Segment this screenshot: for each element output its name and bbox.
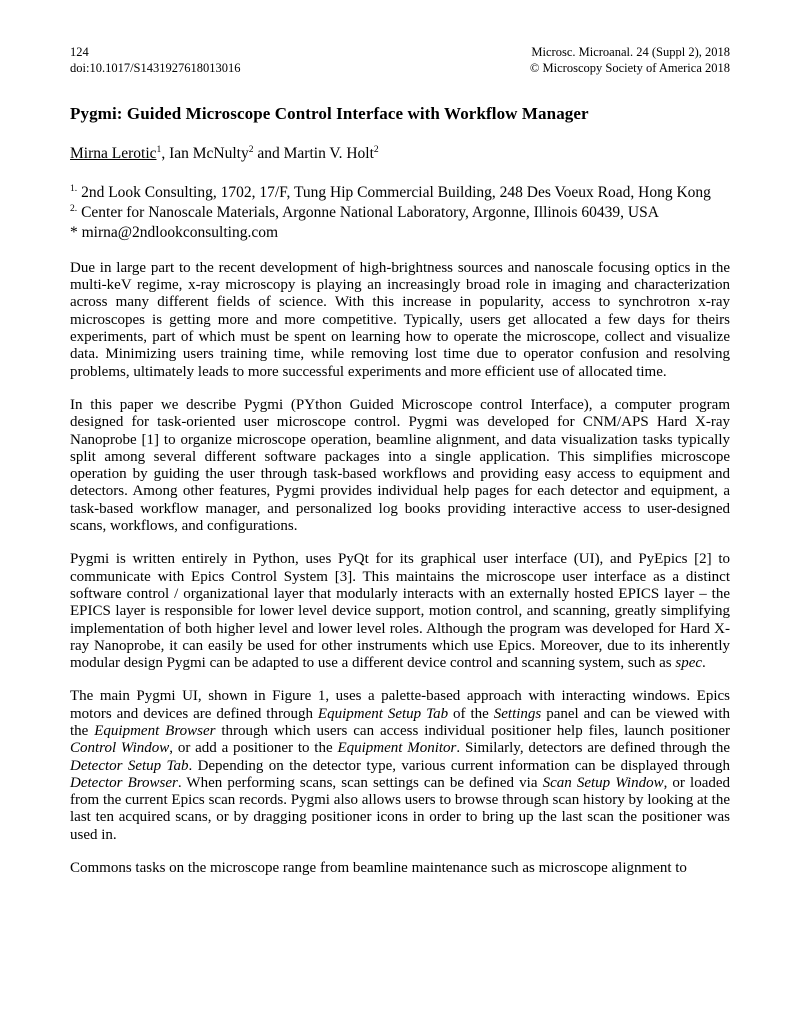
abstract-body: [70, 260, 730, 878]
paragraph-1: Due in large part to the recent development of high-brightness sources and nanoscale focusing optics in the multi-keV regime, x-ray microscopy is playing an increasingly broad role in imaging and characterization across many different fields of science. With this increase in popularity, access to synchrotron x-ray microscopes is getting more and more competitive. Typically, users get allocated a few days for theirs experiments, part of which must be spent on learning how to operate the microscope, collect and visualize data. Minimizing users training time, while removing lost time due to operator confusion and resolving problems, ultimately leads to more successful experiments and more efficient use of allocated time.: [70, 259, 730, 380]
corresponding-author-email: * mirna@2ndlookconsulting.com: [70, 224, 279, 242]
page-number: 124: [70, 45, 89, 59]
paragraph-3: Pygmi is written entirely in Python, uses PyQt for its graphical user interface (UI), and PyEpics [2] to communicate with Epics Control System [3]. This maintains the microscope user interface as a distinct software control / organizational layer that modularly interacts with an externally hosted EPICS layer – the EPICS layer is responsible for lower level device support, motion control, and scanning, greatly simplifying implementation of both higher level and lower level roles. Although the program was developed for Hard X-ray Nanoprobe, it can easily be used for other instruments which use Epics. Moreover, due to its inherently modular design Pygmi can be adapted to use a different device control and scanning system, such as spec.: [70, 551, 730, 672]
affiliations-block: [70, 183, 730, 244]
paper-title: Pygmi: Guided Microscope Control Interface with Workflow Manager: [70, 103, 589, 123]
affiliation-2: $^{2.}$ Center for Nanoscale Materials, Argonne National Laboratory, Argonne, Illinois 60439, USA: [70, 202, 659, 221]
journal-reference: Microsc. Microanal. 24 (Suppl 2), 2018: [531, 45, 730, 59]
authors-line: Mirna Lerotic$^1$, Ian McNulty$^2$ and Martin V. Holt$^2$: [70, 143, 379, 162]
doi: doi:10.1017/S1431927618013016: [70, 61, 241, 76]
page-header: [70, 44, 730, 77]
header-left-block: [70, 44, 241, 77]
copyright-notice: © Microscopy Society of America 2018: [529, 61, 730, 76]
header-right-block: [530, 44, 730, 77]
paragraph-5: Commons tasks on the microscope range from beamline maintenance such as microscope alignment to: [70, 860, 687, 877]
paragraph-4: The main Pygmi UI, shown in Figure 1, uses a palette-based approach with interacting windows. Epics motors and devices are defined through Equipment Setup Tab of the Settings panel and can be viewed with the Equipment Browser through which users can access individual positioner help files, launch positioner Control Window, or add a positioner to the Equipment Monitor. Similarly, detectors are defined through the Detector Setup Tab. Depending on the detector type, various current information can be displayed through Detector Browser. When performing scans, scan settings can be defined via Scan Setup Window, or loaded from the current Epics scan records. Pygmi also allows users to browse through scan history by looking at the last ten acquired scans, or by dragging positioner icons in order to bring up the last scan the positioner was used in.: [70, 688, 731, 843]
affiliation-1: $^{1.}$ 2nd Look Consulting, 1702, 17/F, Tung Hip Commercial Building, 248 Des Voeux Road, Hong Kong: [70, 182, 711, 201]
paragraph-2: In this paper we describe Pygmi (PYthon Guided Microscope control Interface), a computer program designed for task-oriented user microscope control. Pygmi was developed for CNM/APS Hard X-ray Nanoprobe [1] to organize microscope operation, beamline alignment, and data visualization tasks typically split among several different software packages into a single application. This simplifies microscope operation by guiding the user through task-based workflows and providing easy access to equipment and detectors. Among other features, Pygmi provides individual help pages for each detector and equipment, a task-based workflow manager, and personalized log books providing interactive access to user-designed scans, workflows, and configurations.: [70, 396, 730, 535]
